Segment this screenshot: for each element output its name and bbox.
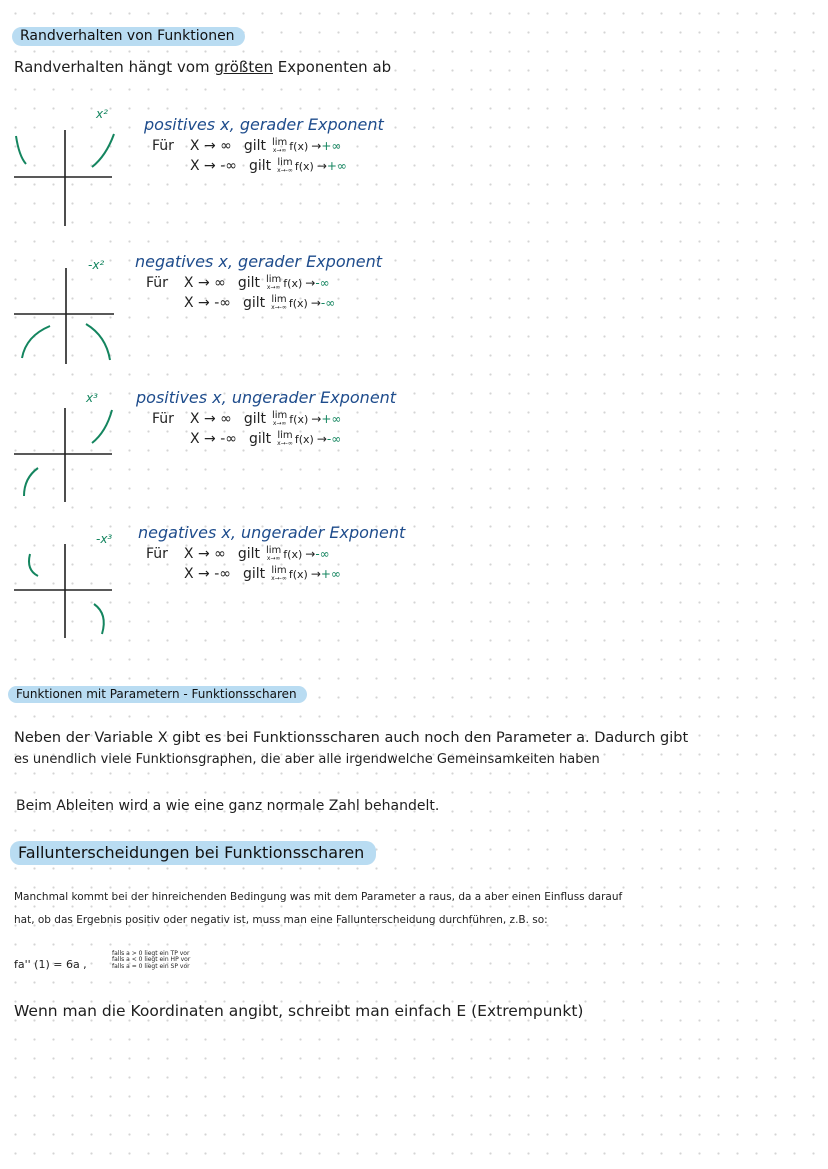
curve-right: [94, 604, 104, 634]
lim-sub: x→-∞: [277, 439, 293, 447]
curve-left: [22, 326, 50, 358]
lim: lim: [271, 410, 288, 422]
x-to: X → -∞: [190, 158, 237, 174]
fx: f(x): [289, 412, 309, 426]
fuer-label: Für: [152, 411, 174, 427]
limit-row-neg-inf: [184, 566, 341, 582]
gilt: gilt: [242, 566, 266, 582]
fx: f(x): [288, 567, 308, 581]
intro-post: Exponenten ab: [273, 58, 392, 76]
arrow: →: [316, 432, 327, 446]
curve-right: [92, 410, 112, 443]
curve-left: [16, 136, 26, 164]
formula: fa'' (1) = 6a ,: [14, 958, 87, 971]
intro-text: [14, 58, 391, 76]
lim-operator: [266, 276, 281, 290]
lim: lim: [271, 565, 287, 577]
result: +∞: [320, 567, 341, 581]
limit-row-pos-inf: [152, 411, 341, 427]
fuer-label: Für: [146, 546, 168, 562]
gilt: gilt: [243, 138, 266, 154]
curve-right: [86, 324, 110, 360]
lim: lim: [271, 294, 287, 306]
gilt: gilt: [237, 546, 260, 562]
case-title: positives x, ungerader Exponent: [136, 388, 397, 407]
para-ableiten: Beim Ableiten wird a wie eine ganz normale Zahl behandelt.: [16, 798, 440, 814]
para-fall-line2: hat, ob das Ergebnis positiv oder negativ ist, muss man eine Fallunterscheidung durchführen, z.B. so:: [14, 914, 548, 926]
lim-sub: x→∞: [272, 146, 287, 154]
curve-left: [24, 468, 38, 496]
x-to: X → -∞: [190, 431, 237, 447]
limit-row-neg-inf: [184, 295, 335, 311]
lim-sub: x→∞: [266, 554, 281, 562]
lim-operator: [272, 139, 287, 153]
limit-row-neg-inf: [190, 158, 347, 174]
fx: f(x): [294, 159, 314, 173]
curve-left: [29, 554, 38, 576]
case-item: falls a > 0 liegt ein TP vor: [112, 950, 190, 957]
x-to: X → ∞: [189, 411, 232, 427]
lim-sub: x→-∞: [271, 574, 287, 582]
graph-label: -x³: [96, 532, 113, 546]
section-heading-randverhalten: [12, 25, 245, 46]
graph-x-cubed: [10, 400, 120, 510]
lim-operator: [271, 296, 287, 310]
x-to: X → ∞: [183, 546, 226, 562]
graph-neg-x-squared: [10, 264, 120, 374]
lim-operator: [277, 159, 293, 173]
fx: f(x): [288, 296, 308, 310]
closing-text: Wenn man die Koordinaten angibt, schreibt man einfach E (Extrempunkt): [14, 1002, 584, 1020]
case-title: positives x, gerader Exponent: [144, 115, 384, 134]
result: -∞: [315, 276, 330, 290]
gilt: gilt: [248, 431, 272, 447]
lim-operator: [266, 547, 281, 561]
case-item: falls a = 0 liegt ein SP vor: [112, 962, 190, 970]
gilt: gilt: [248, 158, 272, 174]
lim-sub: x→∞: [266, 283, 281, 291]
x-to: X → -∞: [184, 295, 231, 311]
arrow: →: [310, 296, 321, 310]
result: -∞: [315, 547, 330, 561]
para-scharen-line2: es unendlich viele Funktionsgraphen, die aber alle irgendwelche Gemeinsamkeiten haben: [14, 752, 600, 767]
graph-label: x³: [86, 391, 98, 405]
graph-neg-x-cubed: [10, 540, 120, 650]
lim: lim: [277, 430, 293, 442]
section-heading-fallunterscheidungen: [10, 841, 376, 865]
intro-pre: Randverhalten hängt vom: [14, 58, 215, 76]
case-list: [112, 951, 190, 970]
result: +∞: [321, 412, 342, 426]
fx: f(x): [283, 547, 303, 561]
graph-label: x²: [96, 107, 108, 121]
lim-sub: x→-∞: [277, 166, 293, 174]
limit-row-pos-inf: [146, 546, 330, 562]
gilt: gilt: [237, 275, 260, 291]
lim: lim: [265, 274, 282, 286]
lim-operator: [277, 432, 293, 446]
result: -∞: [326, 432, 342, 446]
lim: lim: [265, 545, 282, 557]
fx: f(x): [283, 276, 303, 290]
lim-sub: x→-∞: [271, 303, 287, 311]
lim-sub: x→∞: [272, 419, 287, 427]
para-scharen-line1: Neben der Variable X gibt es bei Funktionsscharen auch noch den Parameter a. Dadurch gibt: [14, 730, 689, 746]
limit-row-pos-inf: [146, 275, 330, 291]
case-item: falls a < 0 liegt ein HP vor: [112, 956, 191, 964]
heading-text: Randverhalten von Funktionen: [12, 27, 245, 46]
limit-row-neg-inf: [190, 431, 341, 447]
result: -∞: [320, 296, 336, 310]
fx: f(x): [289, 139, 309, 153]
gilt: gilt: [242, 295, 266, 311]
lim-operator: [272, 412, 287, 426]
arrow: →: [316, 159, 327, 173]
fx: f(x): [294, 432, 314, 446]
heading-text: Funktionen mit Parametern - Funktionsscharen: [8, 686, 307, 703]
heading-text: Fallunterscheidungen bei Funktionsscharen: [10, 841, 376, 865]
lim-operator: [271, 567, 287, 581]
limit-row-pos-inf: [152, 138, 341, 154]
gilt: gilt: [243, 411, 266, 427]
graph-x-squared: [10, 120, 120, 230]
arrow: →: [311, 412, 322, 426]
lim: lim: [277, 157, 293, 169]
result: +∞: [326, 159, 347, 173]
arrow: →: [311, 139, 322, 153]
arrow: →: [305, 547, 316, 561]
section-heading-funktionsscharen: [8, 683, 307, 703]
case-title: negatives x, ungerader Exponent: [138, 523, 406, 542]
arrow: →: [310, 567, 321, 581]
curve-right: [92, 134, 114, 167]
result: +∞: [321, 139, 342, 153]
intro-underlined: größten: [214, 58, 273, 76]
para-fall-line1: Manchmal kommt bei der hinreichenden Bedingung was mit dem Parameter a raus, da a aber einen Einfluss darauf: [14, 891, 623, 903]
lim: lim: [271, 137, 288, 149]
x-to: X → ∞: [183, 275, 226, 291]
arrow: →: [305, 276, 316, 290]
fuer-label: Für: [146, 275, 168, 291]
x-to: X → -∞: [184, 566, 231, 582]
graph-label: -x²: [88, 258, 105, 272]
x-to: X → ∞: [189, 138, 232, 154]
fuer-label: Für: [152, 138, 174, 154]
case-title: negatives x, gerader Exponent: [135, 252, 383, 271]
